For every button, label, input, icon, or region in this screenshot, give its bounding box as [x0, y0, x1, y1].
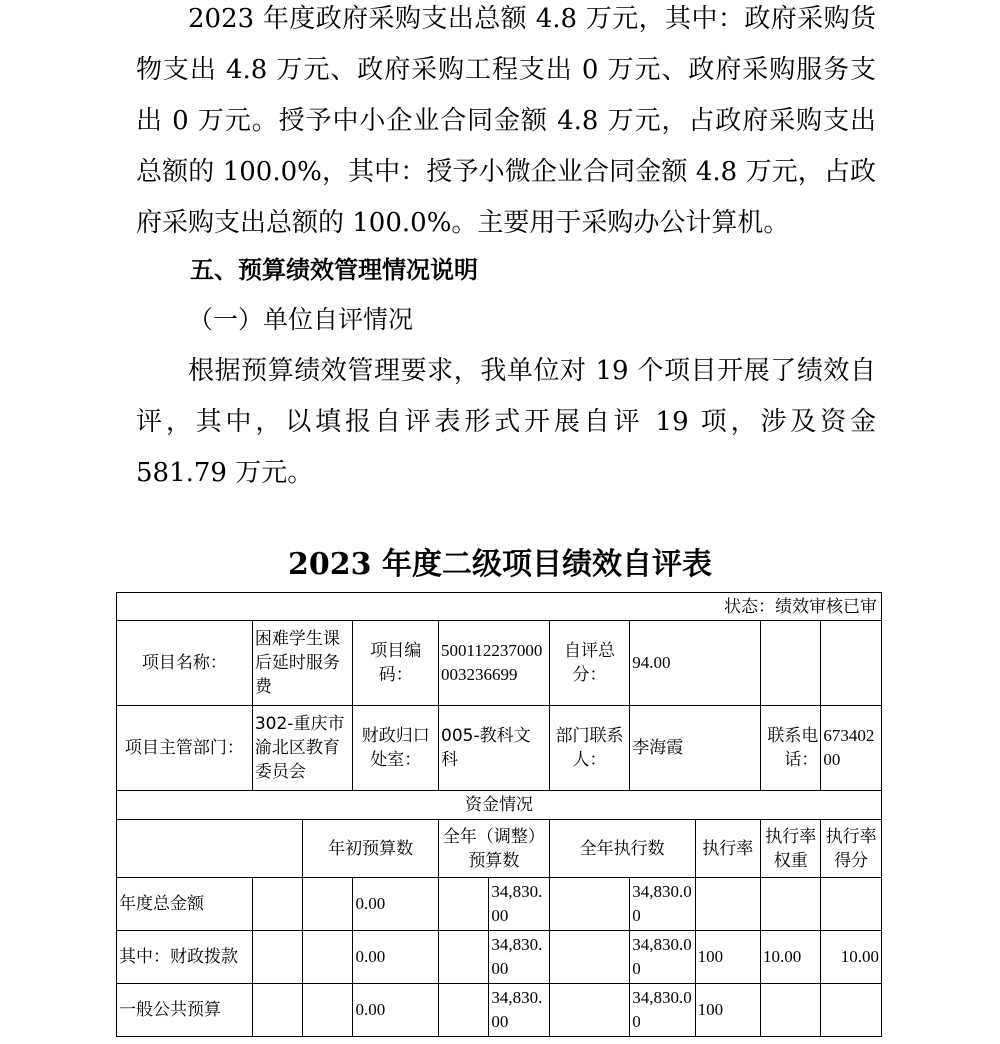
empty-cell: [439, 984, 489, 1037]
table-row: [117, 984, 882, 1037]
initial-budget-value: 0.00: [353, 984, 439, 1037]
contact: 李海霞: [630, 706, 761, 791]
empty-cell: [252, 931, 302, 984]
empty-cell: [761, 621, 821, 706]
col-annual-exec: 全年执行数: [549, 820, 695, 878]
contact-label: 部门联系人：: [549, 706, 630, 791]
row-label: 一般公共预算: [117, 984, 253, 1037]
self-score-label: 自评总分：: [549, 621, 630, 706]
empty-cell: [303, 984, 353, 1037]
evaluation-table: [116, 592, 882, 1037]
empty-header-cell: [117, 820, 303, 878]
empty-cell: [549, 878, 630, 931]
empty-cell: [439, 931, 489, 984]
empty-cell: [821, 621, 882, 706]
col-rate-weight: 执行率权重: [761, 820, 821, 878]
table-row: [117, 878, 882, 931]
dept-label: 项目主管部门：: [117, 706, 253, 791]
annual-budget-value: 34,830.00: [489, 984, 549, 1037]
initial-budget-value: 0.00: [353, 931, 439, 984]
col-initial-budget: 年初预算数: [303, 820, 439, 878]
rate-weight-value: [761, 984, 821, 1037]
dept: 302-重庆市渝北区教育委员会: [252, 706, 353, 791]
phone-label: 联系电话：: [761, 706, 821, 791]
funds-header: 资金情况: [117, 791, 882, 820]
rate-score-value: [821, 984, 882, 1037]
annual-exec-value: 34,830.00: [630, 931, 695, 984]
rate-score-value: [821, 878, 882, 931]
col-annual-budget: 全年（调整）预算数: [439, 820, 550, 878]
exec-rate-value: 100: [695, 931, 760, 984]
row-label: 其中：财政拨款: [117, 931, 253, 984]
section-heading: 五、预算绩效管理情况说明: [190, 256, 478, 284]
annual-exec-value: 34,830.00: [630, 878, 695, 931]
annual-budget-value: 34,830.00: [489, 931, 549, 984]
empty-cell: [439, 878, 489, 931]
exec-rate-value: [695, 878, 760, 931]
annual-exec-value: 34,830.00: [630, 984, 695, 1037]
rate-weight-value: [761, 878, 821, 931]
exec-rate-value: 100: [695, 984, 760, 1037]
annual-budget-value: 34,830.00: [489, 878, 549, 931]
empty-cell: [549, 984, 630, 1037]
rate-weight-value: 10.00: [761, 931, 821, 984]
empty-cell: [252, 878, 302, 931]
finance-office: 005-教科文科: [439, 706, 550, 791]
row-label: 年度总金额: [117, 878, 253, 931]
table-title: 2023 年度二级项目绩效自评表: [288, 547, 712, 582]
finance-office-label: 财政归口处室：: [353, 706, 439, 791]
empty-cell: [549, 931, 630, 984]
self-eval-paragraph: 根据预算绩效管理要求，我单位对 19 个项目开展了绩效自评，其中，以填报自评表形式开展自评 19 项，涉及资金 581.79 万元。: [136, 356, 876, 488]
status-text: 状态：绩效审核已审: [117, 593, 882, 621]
phone: 67340200: [821, 706, 882, 791]
project-name-label: 项目名称：: [117, 621, 253, 706]
empty-cell: [303, 878, 353, 931]
table-row: [117, 931, 882, 984]
col-exec-rate: 执行率: [695, 820, 760, 878]
empty-cell: [252, 984, 302, 1037]
project-code: 500112237000003236699: [439, 621, 550, 706]
project-name: 困难学生课后延时服务费: [252, 621, 353, 706]
procurement-paragraph: 2023 年度政府采购支出总额 4.8 万元，其中：政府采购货物支出 4.8 万元、政府采购工程支出 0 万元、政府采购服务支出 0 万元。授予中小企业合同金额 4.8 万元，占政府采购支出总额的 100.0%，其中：授予小微企业合同金额 4.8 万元，占政府采购支出总额的 100.0%。主要用于采购办公计算机。: [136, 4, 876, 238]
sub-heading: （一）单位自评情况: [188, 305, 414, 334]
self-score: 94.00: [630, 621, 761, 706]
project-code-label: 项目编码：: [353, 621, 439, 706]
rate-score-value: 10.00: [821, 931, 882, 984]
empty-cell: [303, 931, 353, 984]
col-rate-score: 执行率得分: [821, 820, 882, 878]
initial-budget-value: 0.00: [353, 878, 439, 931]
